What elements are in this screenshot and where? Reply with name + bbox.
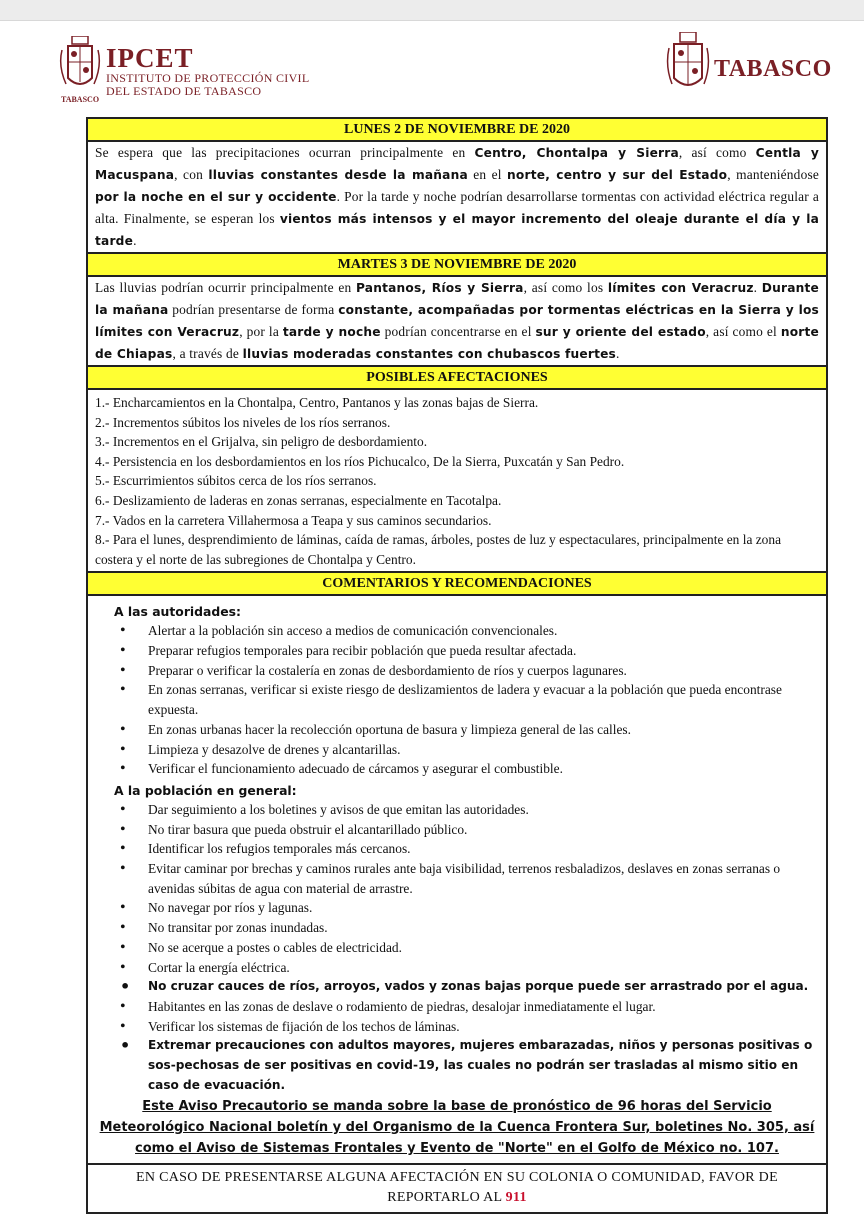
forecast-text-segment: .: [616, 346, 620, 361]
population-item: • No cruzar cauces de ríos, arroyos, vados y zonas bajas porque puede ser arrastrado por el agua.: [108, 977, 820, 997]
ipcet-subtitle-line1: INSTITUTO DE PROTECCIÓN CIVIL: [106, 71, 310, 85]
forecast-text-segment: .: [133, 233, 137, 248]
population-item: • No transitar por zonas inundadas.: [108, 918, 820, 938]
forecast-text-segment: podrían concentrarse en el: [380, 324, 536, 339]
svg-text:TABASCO: TABASCO: [60, 95, 100, 104]
window-top-bar: [0, 0, 864, 21]
population-item: • Evitar caminar por brechas y caminos rurales ante baja visibilidad, terrenos resbaladizos, deslaves en zonas serranas o avenidas súbitas de agua con material de arrastre.: [108, 859, 820, 898]
authorities-item: • Preparar o verificar la costalería en zonas de desbordamiento de ríos y cuerpos lagunares.: [108, 661, 820, 681]
forecast-text-segment: Las lluvias podrían ocurrir principalmente en: [95, 280, 356, 295]
forecast-text-segment: . Por la tarde y noche podrían desarrollarse tormentas con actividad eléctrica regular a alta. Finalmente, se esperan los: [95, 189, 819, 226]
monday-forecast-text: [88, 142, 826, 254]
authorities-item: • En zonas serranas, verificar si existe riesgo de deslizamientos de ladera y evacuar a la población que pueda encontrase expuesta.: [108, 680, 820, 719]
forecast-bold-segment: Pantanos, Ríos y Sierra: [356, 281, 524, 295]
authorities-list: [108, 621, 820, 779]
tabasco-government-seal-logo: [666, 32, 710, 104]
forecast-bold-segment: norte de Chiapas: [95, 325, 819, 361]
authorities-item: • Verificar el funcionamiento adecuado de cárcamos y asegurar el combustible.: [108, 759, 820, 779]
effect-item: 4.- Persistencia en los desbordamientos en los ríos Pichucalco, De la Sierra, Puxcatán y San Pedro.: [95, 453, 625, 469]
forecast-bold-segment: lluvias constantes desde la mañana: [208, 168, 468, 182]
population-item: • Dar seguimiento a los boletines y avisos de que emitan las autoridades.: [108, 800, 820, 820]
tabasco-brand: TABASCO: [714, 56, 832, 82]
emergency-number: 911: [505, 1189, 527, 1205]
forecast-bold-segment: límites con Veracruz: [607, 281, 754, 295]
forecast-text-segment: , manteniéndose: [727, 167, 820, 182]
effect-item: 5.- Escurrimientos súbitos cerca de los ríos serranos.: [95, 473, 377, 489]
forecast-text-segment: , así como los: [523, 280, 608, 295]
forecast-bold-segment: vientos más intensos y el mayor incremento del oleaje durante el día y la tarde: [95, 212, 819, 248]
forecast-text-segment: en el: [467, 167, 508, 182]
effects-header: POSIBLES AFECTACIONES: [88, 367, 826, 390]
forecast-bold-segment: Centla y Macuspana: [95, 146, 820, 182]
forecast-bold-segment: sur y oriente del estado: [535, 325, 706, 339]
population-item: • No se acerque a postes o cables de electricidad.: [108, 938, 820, 958]
alert-document: [86, 117, 828, 1214]
report-instructions: [88, 1165, 826, 1212]
forecast-text-segment: podrían presentarse de forma: [168, 302, 339, 317]
population-item: • Verificar los sistemas de fijación de los techos de láminas.: [108, 1017, 820, 1037]
population-item: • Extremar precauciones con adultos mayores, mujeres embarazadas, niños y personas positivas o sos-pechosas de ser positivas en covid-19, las cuales no podrán ser trasladas al mismo sitio en caso de evacuación.: [108, 1036, 820, 1095]
population-item: • No navegar por ríos y lagunas.: [108, 898, 820, 918]
forecast-bold-segment: Durante la mañana: [95, 281, 819, 317]
forecast-text-segment: , a través de: [172, 346, 243, 361]
tabasco-coat-of-arms-logo: [58, 36, 102, 108]
authorities-item: • Limpieza y desazolve de drenes y alcantarillas.: [108, 740, 820, 760]
recommendations-section: [88, 596, 826, 1095]
authorities-heading: A las autoridades:: [114, 604, 242, 620]
forecast-text-segment: , con: [174, 167, 209, 182]
report-text: EN CASO DE PRESENTARSE ALGUNA AFECTACIÓN EN SU COLONIA O COMUNIDAD, FAVOR DE REPORTARLO AL: [136, 1169, 778, 1205]
effect-item: 8.- Para el lunes, desprendimiento de láminas, caída de ramas, árboles, postes de luz y espectaculares, principalmente en la zona costera y el norte de las subregiones de Chontalpa y Centro.: [95, 532, 782, 567]
effect-item: 1.- Encharcamientos en la Chontalpa, Centro, Pantanos y las zonas bajas de Sierra.: [95, 395, 539, 410]
population-item: • Cortar la energía eléctrica.: [108, 958, 820, 978]
monday-header: LUNES 2 DE NOVIEMBRE DE 2020: [88, 119, 826, 142]
forecast-text-segment: .: [753, 280, 762, 295]
forecast-bold-segment: lluvias moderadas constantes con chubascos fuertes: [242, 347, 617, 361]
effect-item: 7.- Vados en la carretera Villahermosa a Teapa y sus caminos secundarios.: [95, 512, 492, 528]
forecast-bold-segment: tarde y noche: [282, 325, 381, 339]
ipcet-subtitle-line2: DEL ESTADO DE TABASCO: [106, 84, 262, 98]
advisory-source-note: Este Aviso Precautorio se manda sobre la base de pronóstico de 96 horas del Servicio Meteorológico Nacional boletín y del Organismo de la Cuenca Frontera Sur, boletines No. 305, así como el Aviso de Sistemas Frontales y Evento de "Norte" en el Golfo de México no. 107.: [88, 1096, 826, 1165]
recommendations-header: COMENTARIOS Y RECOMENDACIONES: [88, 573, 826, 596]
tuesday-header: MARTES 3 DE NOVIEMBRE DE 2020: [88, 254, 826, 277]
ipcet-title: IPCET: [106, 43, 194, 73]
document-header: [0, 20, 864, 115]
forecast-text-segment: Se espera que las precipitaciones ocurran principalmente en: [95, 145, 475, 160]
effect-item: 6.- Deslizamiento de laderas en zonas serranas, especialmente en Tacotalpa.: [95, 492, 502, 508]
tuesday-forecast-text: [88, 277, 826, 367]
forecast-text-segment: , así como: [678, 145, 756, 160]
ipcet-brand: [106, 44, 309, 98]
effect-item: 3.- Incrementos en el Grijalva, sin peligro de desbordamiento.: [95, 434, 428, 450]
authorities-item: • Preparar refugios temporales para recibir población que pueda resultar afectada.: [108, 641, 820, 661]
population-item: • Habitantes en las zonas de deslave o rodamiento de piedras, desalojar inmediatamente el lugar.: [108, 997, 820, 1017]
population-list: [108, 800, 820, 1096]
population-item: • No tirar basura que pueda obstruir el alcantarillado público.: [108, 820, 820, 840]
effect-item: 2.- Incrementos súbitos los niveles de los ríos serranos.: [95, 414, 391, 430]
forecast-bold-segment: constante, acompañadas por tormentas eléctricas en la Sierra y los límites con Veracruz: [95, 303, 819, 339]
population-heading: A la población en general:: [114, 782, 297, 798]
effects-list: [88, 390, 826, 573]
forecast-bold-segment: por la noche en el sur y occidente: [95, 190, 337, 204]
population-item: • Identificar los refugios temporales más cercanos.: [108, 839, 820, 859]
authorities-item: • En zonas urbanas hacer la recolección oportuna de basura y limpieza general de las calles.: [108, 720, 820, 740]
forecast-text-segment: , así como el: [705, 324, 781, 339]
forecast-text-segment: , por la: [239, 324, 283, 339]
forecast-bold-segment: norte, centro y sur del Estado: [507, 168, 728, 182]
forecast-bold-segment: Centro, Chontalpa y Sierra: [474, 146, 679, 160]
authorities-item: • Alertar a la población sin acceso a medios de comunicación convencionales.: [108, 621, 820, 641]
